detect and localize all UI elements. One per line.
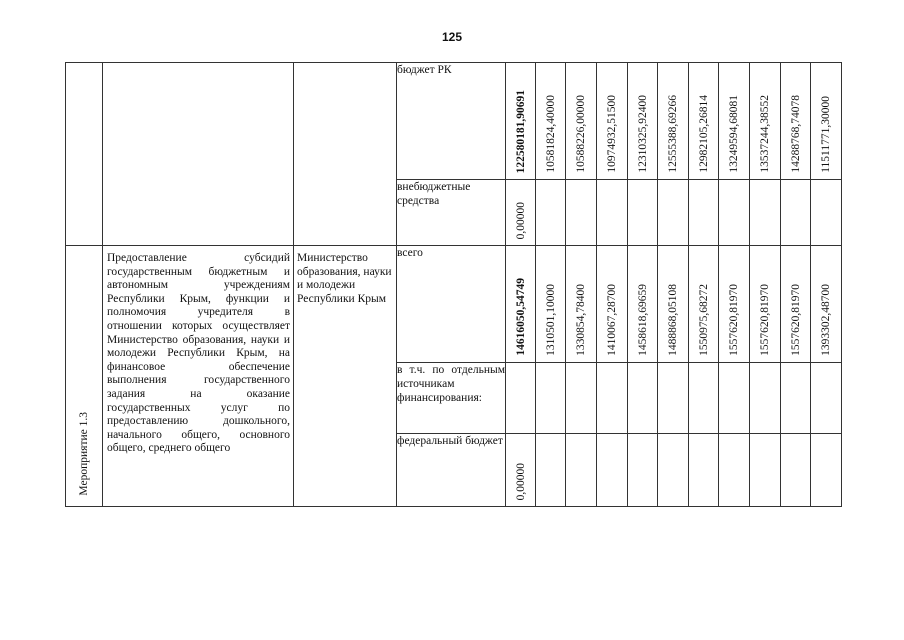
responsible-cell	[294, 246, 397, 507]
year-value-cell	[750, 246, 781, 363]
year-value-cell	[781, 63, 811, 180]
page-number: 125	[441, 30, 463, 44]
total-cell	[506, 63, 536, 180]
description-cell-empty	[103, 63, 294, 246]
year-value-cell	[628, 63, 658, 180]
year-value-cell	[689, 63, 719, 180]
year-value: 1393302,48700	[820, 284, 832, 356]
description-cell	[103, 246, 294, 507]
responsible-cell-empty	[294, 63, 397, 246]
year-value: 1410067,28700	[606, 284, 618, 356]
year-value: 10588226,00000	[575, 95, 587, 173]
table-row	[66, 63, 842, 180]
year-value: 1557620,81970	[728, 284, 740, 356]
year-value-cell	[719, 246, 750, 363]
year-value-cell	[536, 63, 566, 180]
source-label: бюджет РК	[397, 63, 506, 180]
year-value-cell	[628, 246, 658, 363]
year-value: 12982105,26814	[697, 95, 710, 173]
source-label: всего	[397, 246, 506, 363]
year-value: 1550975,68272	[697, 284, 710, 356]
total-value: 122580181,90691	[514, 89, 527, 173]
year-value: 1330854,78400	[575, 284, 587, 356]
total-value: 0,00000	[514, 201, 527, 239]
year-value: 12555388,69266	[667, 95, 679, 173]
year-value-cell	[719, 63, 750, 180]
responsible-executor: Министерство образования, науки и молодежи Республики Крым	[297, 252, 392, 305]
year-value-cell	[597, 246, 628, 363]
year-value-cell	[566, 246, 597, 363]
year-value-cell	[566, 63, 597, 180]
financing-table	[65, 62, 842, 507]
year-value-cell	[781, 246, 811, 363]
year-value: 12310325,92400	[636, 95, 649, 173]
year-value-cell	[750, 63, 781, 180]
event-label: Мероприятие 1.3	[78, 412, 90, 496]
total-value: 14616050,54749	[514, 278, 527, 356]
year-value-cell	[689, 246, 719, 363]
event-description: Предоставление субсидий государственным бюджетным и автономным учреждениям Республики Крым, функции и полномочия учредителя в отношении которых осуществляет Министерство образования, науки и молодежи Республики Крым, на финансовое обеспечение выполнения государственного задания на оказание государственных услуг по предоставлению дошкольного, начального общего, основного общего, среднего общего	[107, 252, 290, 455]
event-label-cell	[66, 246, 103, 507]
year-value: 1557620,81970	[789, 284, 802, 356]
source-label: в т.ч. по отдельным источникам финансирования:	[397, 363, 506, 434]
year-value: 1557620,81970	[759, 284, 771, 356]
year-value-cell	[536, 246, 566, 363]
total-value: 0,00000	[514, 462, 527, 500]
year-value-cell	[658, 246, 689, 363]
year-value: 1488868,05108	[667, 284, 679, 356]
year-value: 13249594,68081	[728, 95, 740, 173]
year-value: 1310501,10000	[544, 284, 557, 356]
year-value: 14288768,74078	[789, 95, 802, 173]
year-value: 13537244,38552	[759, 95, 771, 173]
total-cell	[506, 434, 536, 507]
year-value-cell	[811, 246, 842, 363]
source-label: внебюджетные средства	[397, 180, 506, 246]
year-value-cell	[597, 63, 628, 180]
source-label: федеральный бюджет	[397, 434, 506, 507]
year-value: 10974932,51500	[606, 95, 618, 173]
event-label-cell-empty	[66, 63, 103, 246]
year-value-cell	[811, 63, 842, 180]
year-value-cell	[658, 63, 689, 180]
table-row	[66, 246, 842, 363]
total-cell	[506, 246, 536, 363]
year-value: 1458618,69659	[636, 284, 649, 356]
year-value: 11511771,30000	[820, 96, 832, 173]
year-value: 10581824,40000	[544, 95, 557, 173]
total-cell	[506, 180, 536, 246]
